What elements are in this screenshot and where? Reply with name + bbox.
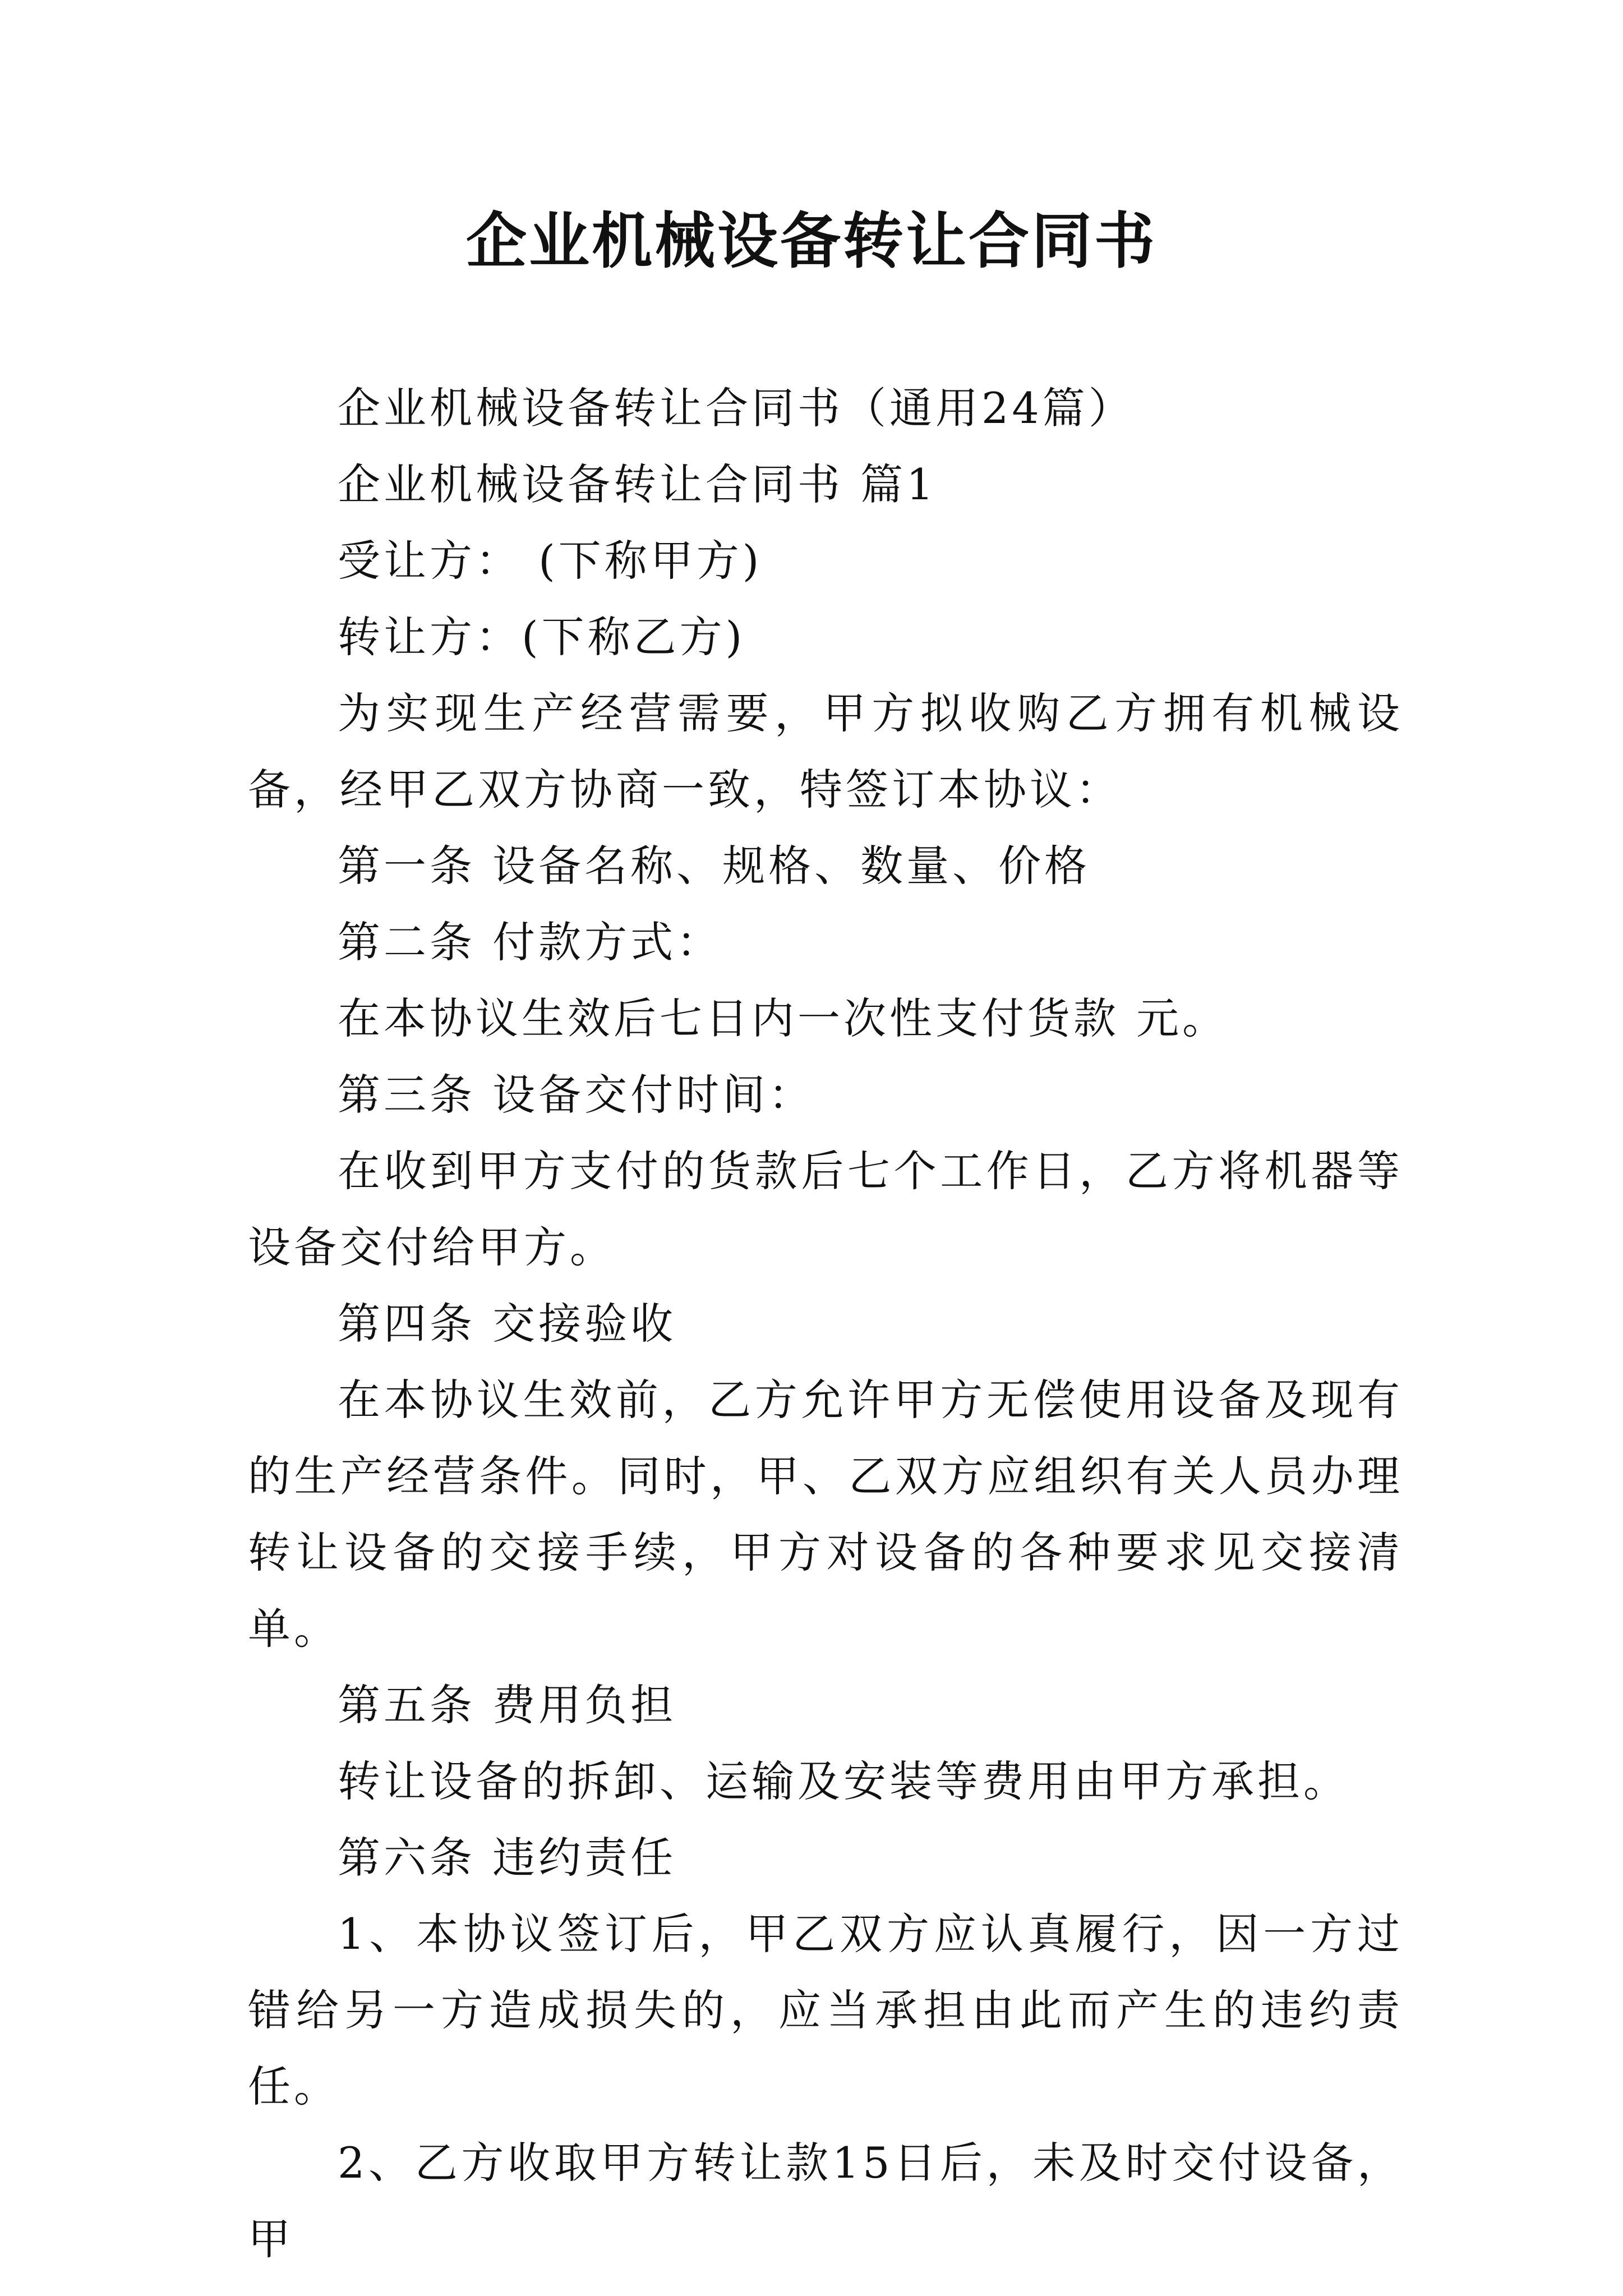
article-5-text: 转让设备的拆卸、运输及安装等费用由甲方承担。 — [338, 1756, 1349, 1806]
paragraph-party-b: 转让方：(下称乙方) — [338, 612, 746, 662]
article-2-text: 在本协议生效后七日内一次性支付货款 元。 — [338, 993, 1229, 1043]
paragraph-preamble: 为实现生产经营需要，甲方拟收购乙方拥有机械设备，经甲乙双方协商一致，特签订本协议： — [248, 688, 1403, 815]
document-title: 企业机械设备转让合同书 — [465, 206, 1157, 277]
article-6-item-2: 2、乙方收取甲方转让款15日后，未及时交付设备，甲 — [248, 2138, 1403, 2264]
paragraph-party-a: 受让方： (下称甲方) — [338, 536, 763, 586]
article-3-heading: 第三条 设备交付时间： — [338, 1070, 815, 1120]
document-body — [248, 370, 1403, 2277]
article-4-text: 在本协议生效前，乙方允许甲方无偿使用设备及现有的生产经营条件。同时，甲、乙双方应组织有关人员办理转让设备的交接手续，甲方对设备的各种要求见交接清单。 — [248, 1375, 1403, 1654]
article-4-heading: 第四条 交接验收 — [338, 1299, 677, 1349]
paragraph-subtitle: 企业机械设备转让合同书（通用24篇） — [338, 383, 1135, 433]
paragraph-part-heading: 企业机械设备转让合同书 篇1 — [338, 459, 937, 509]
article-1-heading: 第一条 设备名称、规格、数量、价格 — [338, 841, 1091, 891]
article-3-text: 在收到甲方支付的货款后七个工作日，乙方将机器等设备交付给甲方。 — [248, 1146, 1403, 1272]
article-6-item-1: 1、本协议签订后，甲乙双方应认真履行，因一方过错给另一方造成损失的，应当承担由此而产生的违约责任。 — [248, 1909, 1403, 2111]
article-6-heading: 第六条 违约责任 — [338, 1833, 677, 1883]
article-5-heading: 第五条 费用负担 — [338, 1680, 677, 1730]
article-2-heading: 第二条 付款方式： — [338, 917, 723, 967]
